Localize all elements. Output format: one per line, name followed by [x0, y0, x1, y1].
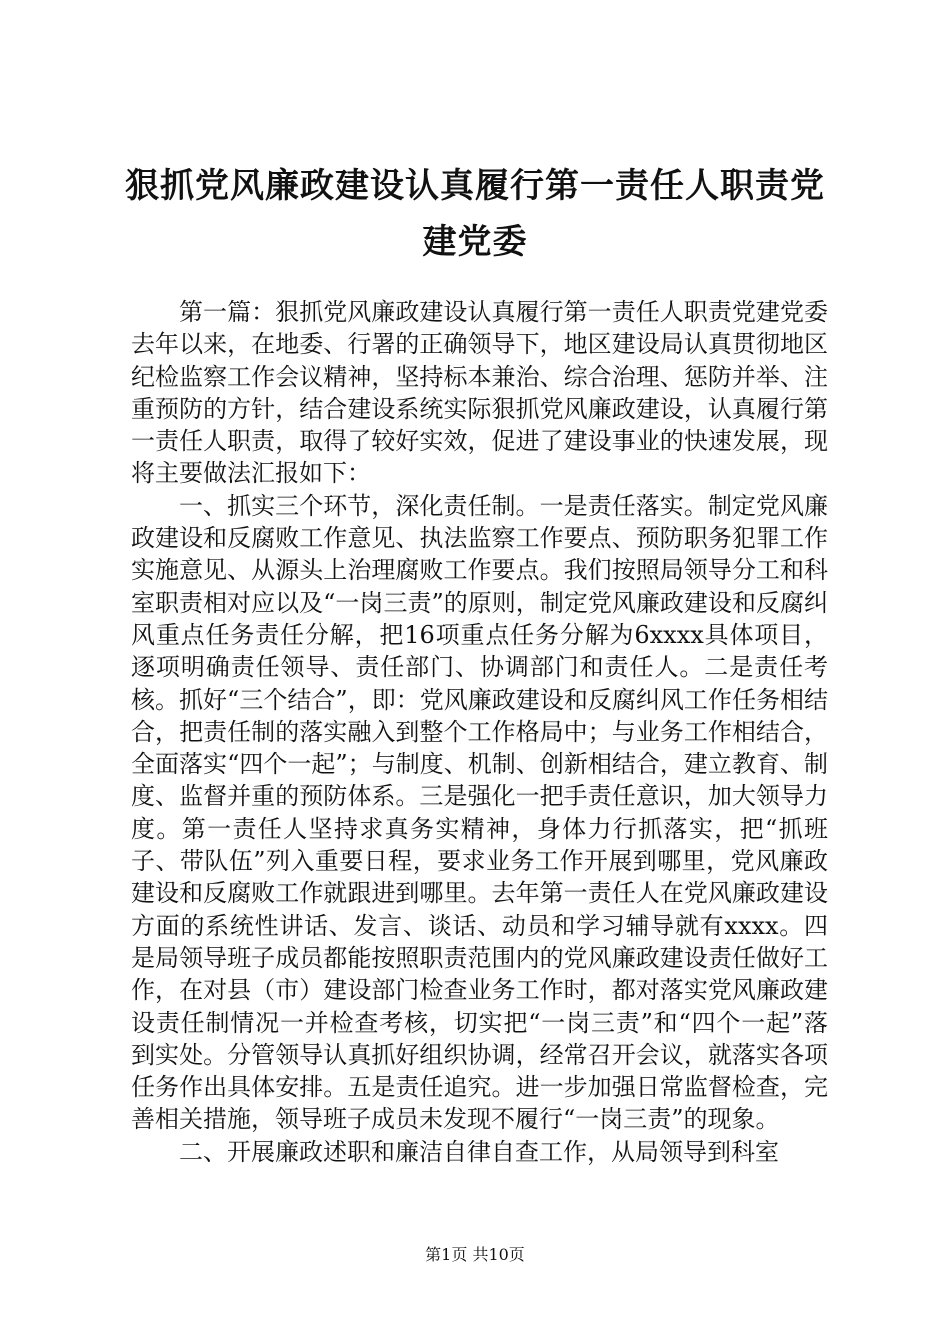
paragraph-section-one: 一、抓实三个环节，深化责任制。一是责任落实。制定党风廉政建设和反腐败工作意见、执法监察工作要点、预防职务犯罪工作实施意见、从源头上治理腐败工作要点。我们按照局领导分工和科室职责相对应以及“一岗三责”的原则，制定党风廉政建设和反腐纠风重点任务责任分解，把16项重点任务分解为6xxxx具体项目，逐项明确责任领导、责任部门、协调部门和责任人。二是责任考核。抓好“三个结合”，即：党风廉政建设和反腐纠风工作任务相结合，把责任制的落实融入到整个工作格局中；与业务工作相结合，全面落实“四个一起”；与制度、机制、创新相结合，建立教育、制度、监督并重的预防体系。三是强化一把手责任意识，加大领导力度。第一责任人坚持求真务实精神，身体力行抓落实，把“抓班子、带队伍”列入重要日程，要求业务工作开展到哪里，党风廉政建设和反腐败工作就跟进到哪里。去年第一责任人在党风廉政建设方面的系统性讲话、发言、谈话、动员和学习辅导就有xxxx。四是局领导班子成员都能按照职责范围内的党风廉政建设责任做好工作，在对县（市）建设部门检查业务工作时，都对落实党风廉政建设责任制情况一并检查考核，切实把“一岗三责”和“四个一起”落到实处。分管领导认真抓好组织协调，经常召开会议，就落实各项任务作出具体安排。五是责任追究。进一步加强日常监督检查，完善相关措施，领导班子成员未发现不履行“一岗三责”的现象。: [131, 491, 828, 1134]
paragraph-section-two: 二、开展廉政述职和廉洁自律自查工作，从局领导到科室: [179, 1137, 779, 1166]
document-body: [131, 296, 828, 1168]
paragraph-intro: 第一篇：狠抓党风廉政建设认真履行第一责任人职责党建党委去年以来，在地委、行署的正确领导下，地区建设局认真贯彻地区纪检监察工作会议精神，坚持标本兼治、综合治理、惩防并举、注重预防的方针，结合建设系统实际狠抓党风廉政建设，认真履行第一责任人职责，取得了较好实效，促进了建设事业的快速发展，现将主要做法汇报如下：: [131, 298, 828, 488]
document-title: 狠抓党风廉政建设认真履行第一责任人职责党建党委: [125, 166, 825, 262]
page-indicator: 第1页 共10页: [425, 1245, 525, 1264]
